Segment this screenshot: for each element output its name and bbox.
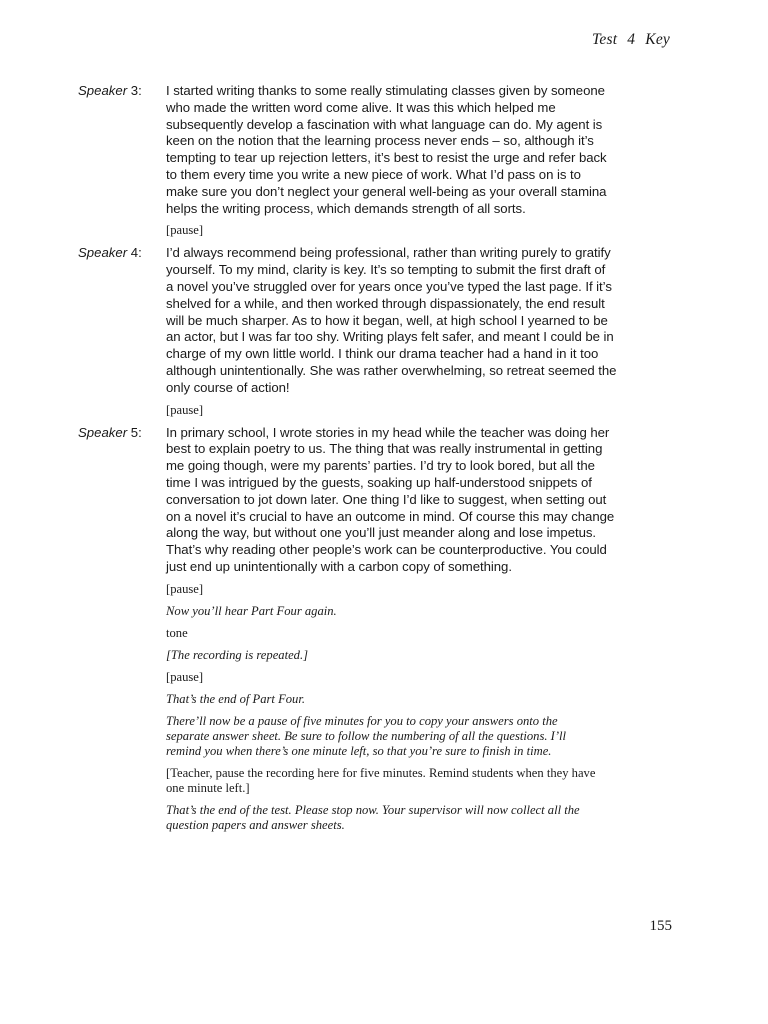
text-line: That’s the end of the test. Please stop now. Your supervisor will now collect all the: [166, 802, 580, 817]
text-line: a novel you’ve struggled over for years once you’ve typed the last page. If it’s: [166, 278, 612, 294]
text-line: I’d always recommend being professional, rather than writing purely to gratify: [166, 245, 611, 261]
text-line: only course of action!: [166, 379, 290, 395]
text-line: me going though, were my parents’ parties. I’d try to look bored, but all the: [166, 458, 595, 474]
text-line: tempting to tear up rejection letters, it’s best to resist the urge and refer back: [166, 150, 607, 166]
transcript: [78, 80, 678, 833]
text-line: make sure you don’t neglect your general well-being as your overall stamina: [166, 183, 607, 199]
text-line: one minute left.]: [166, 780, 250, 795]
text-line: I started writing thanks to some really stimulating classes given by someone: [166, 83, 605, 98]
text-line: subsequently develop a fascination with what language can do. My agent is: [166, 116, 603, 132]
pause-note: [pause]: [166, 223, 204, 238]
speaker-4-text: [166, 245, 678, 396]
text-line: although unintentionally. She was rather overwhelming, so retreat seemed the: [166, 362, 617, 378]
text-line: In primary school, I wrote stories in my head while the teacher was doing her: [166, 424, 610, 440]
end-of-part-note: That’s the end of Part Four.: [166, 691, 306, 706]
end-of-test-note: [166, 803, 678, 833]
text-line: shelved for a while, and then worked through dispassionately, the end result: [166, 295, 605, 311]
speaker-5-text: [166, 425, 678, 576]
pause-note: [pause]: [166, 581, 204, 596]
text-line: who made the written word come alive. It was this which helped me: [166, 99, 556, 115]
text-line: remind you when there’s one minute left, so that you’re sure to finish in time.: [166, 743, 552, 758]
text-line: question papers and answer sheets.: [166, 817, 345, 832]
text-line: will be much sharper. As to how it began, well, at high school I yearned to be: [166, 312, 608, 328]
text-line: an actor, but I was far too shy. Writing plays felt safer, and meant I could be in: [166, 329, 614, 345]
text-line: conversation to jot down later. One thing I’d like to suggest, when setting out: [166, 491, 607, 507]
text-line: That’s why reading other people’s work can be counterproductive. You could: [166, 542, 607, 558]
speaker-3-text: [166, 83, 678, 217]
text-line: time I was intrigued by the guests, soaking up half-understood snippets of: [166, 474, 592, 490]
text-line: keen on the notion that the learning process never ends – so, although it’s: [166, 133, 594, 149]
text-line: along the way, but without one you’ll just meander along and lose impetus.: [166, 525, 597, 541]
text-line: [Teacher, pause the recording here for five minutes. Remind students when they have: [166, 765, 596, 780]
speaker-5-label: Speaker 5:: [78, 424, 142, 440]
speaker-5-block: [78, 425, 678, 576]
text-line: best to explain poetry to us. The thing that was really instrumental in getting: [166, 441, 603, 457]
speaker-3-label: Speaker 3:: [78, 83, 142, 98]
pause-note: [pause]: [166, 402, 204, 417]
teacher-instruction: [166, 766, 678, 796]
hear-again-note: Now you’ll hear Part Four again.: [166, 603, 337, 618]
running-head: Test 4 Key: [591, 31, 670, 48]
text-line: yourself. To my mind, clarity is key. It’s so tempting to submit the first draft of: [166, 262, 606, 278]
text-line: on a novel it’s crucial to have an outcome in mind. Of course this may change: [166, 508, 615, 524]
tone-note: tone: [166, 625, 188, 640]
text-line: charge of my own little world. I think our drama teacher had a hand in it too: [166, 346, 599, 362]
pause-note: [pause]: [166, 669, 204, 684]
text-line: separate answer sheet. Be sure to follow the numbering of all the questions. I’ll: [166, 728, 567, 743]
copy-answers-note: [166, 714, 678, 759]
text-line: There’ll now be a pause of five minutes for you to copy your answers onto the: [166, 713, 558, 728]
text-line: helps the writing process, which demands strength of all sorts.: [166, 200, 526, 216]
text-line: to them every time you write a new piece of work. What I’d pass on is to: [166, 166, 581, 182]
speaker-4-label: Speaker 4:: [78, 245, 142, 261]
page-number: 155: [649, 918, 672, 934]
speaker-3-block: [78, 83, 678, 217]
text-line: just end up unintentionally with a carbon copy of something.: [166, 558, 512, 574]
speaker-4-block: [78, 245, 678, 396]
repeated-note: [The recording is repeated.]: [166, 647, 309, 662]
